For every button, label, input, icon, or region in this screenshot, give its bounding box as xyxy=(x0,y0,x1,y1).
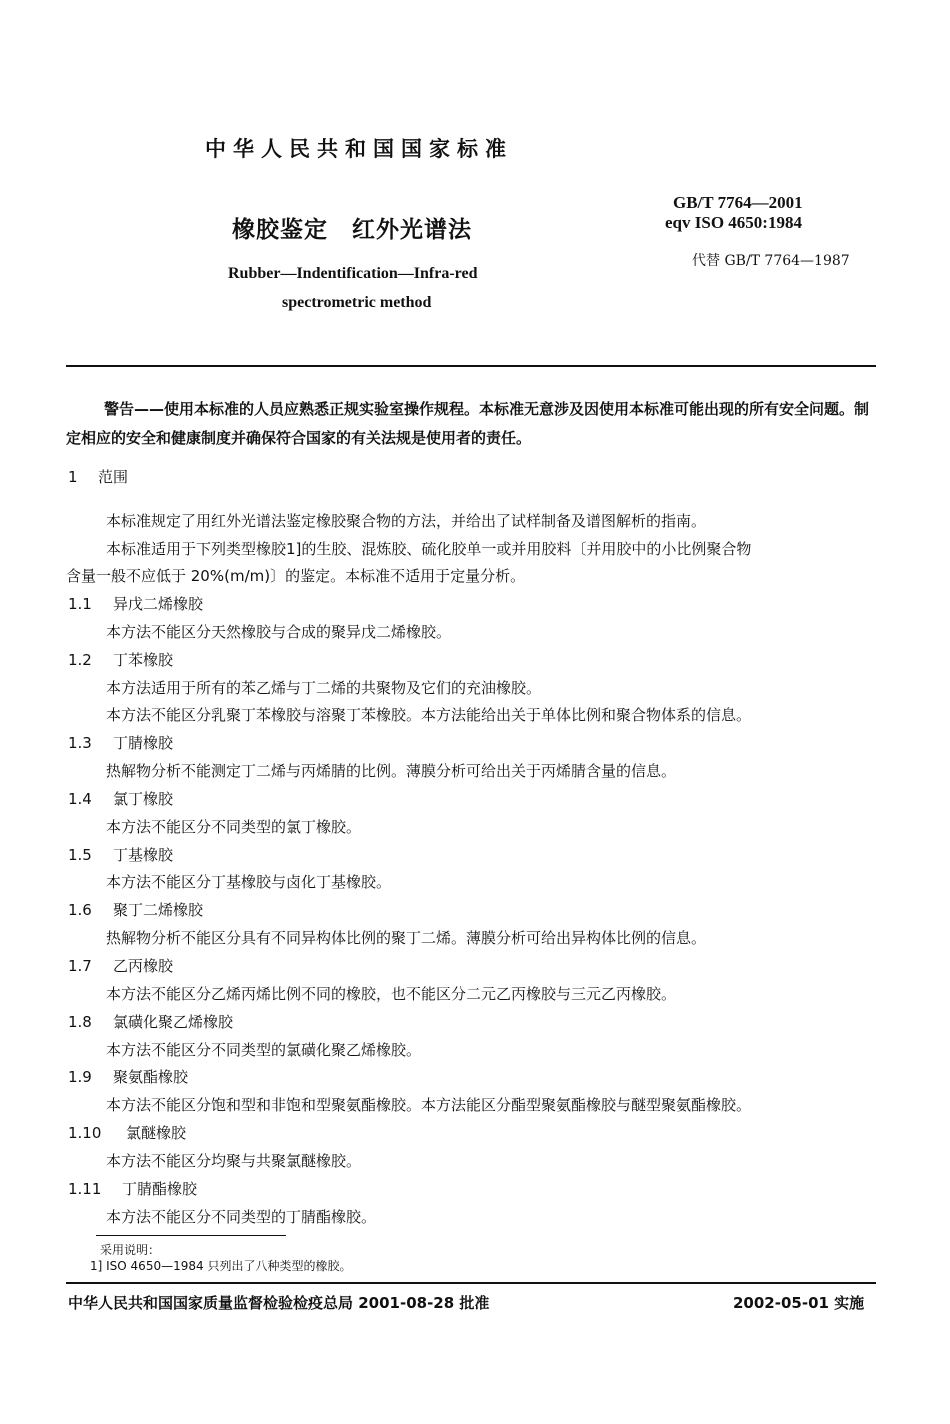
document-title-cn: 橡胶鉴定 红外光谱法 xyxy=(232,217,472,243)
approval-line: 中华人民共和国国家质量监督检验检疫总局 2001-08-28 批准 xyxy=(68,1294,490,1312)
section-text: 本方法不能区分乳聚丁苯橡胶与溶聚丁苯橡胶。本方法能给出关于单体比例和聚合物体系的信息。 xyxy=(106,706,752,724)
footer-divider xyxy=(66,1282,876,1284)
section-text: 本方法不能区分饱和型和非饱和型聚氨酯橡胶。本方法能区分酯型聚氨酯橡胶与醚型聚氨酯橡胶。 xyxy=(106,1096,752,1114)
scope-number: 1 xyxy=(68,468,78,486)
note-label: 采用说明： xyxy=(100,1243,161,1257)
standard-code: GB/T 7764—2001 xyxy=(673,193,803,212)
section-text: 本方法不能区分不同类型的氯丁橡胶。 xyxy=(106,818,362,836)
document-title-en-line1: Rubber—Indentification—Infra-red xyxy=(228,265,478,282)
section-heading: 1.10 氯醚橡胶 xyxy=(68,1124,187,1142)
section-heading: 1.7 乙丙橡胶 xyxy=(68,957,174,975)
section-text: 本方法不能区分天然橡胶与合成的聚异戊二烯橡胶。 xyxy=(106,623,452,641)
section-heading: 1.2 丁苯橡胶 xyxy=(68,651,174,669)
section-text: 热解物分析不能测定丁二烯与丙烯腈的比例。薄膜分析可给出关于丙烯腈含量的信息。 xyxy=(106,762,677,780)
section-text: 本方法不能区分不同类型的丁腈酯橡胶。 xyxy=(106,1208,377,1226)
section-text: 热解物分析不能区分具有不同异构体比例的聚丁二烯。薄膜分析可给出异构体比例的信息。 xyxy=(106,929,707,947)
section-heading: 1.4 氯丁橡胶 xyxy=(68,790,174,808)
section-text: 本方法不能区分丁基橡胶与卤化丁基橡胶。 xyxy=(106,873,392,891)
section-heading: 1.5 丁基橡胶 xyxy=(68,846,174,864)
effective-date: 2002-05-01 实施 xyxy=(733,1294,865,1312)
warning-paragraph: 警告——使用本标准的人员应熟悉正规实验室操作规程。本标准无意涉及因使用本标准可能出现的所有安全问题。制定相应的安全和健康制度并确保符合国家的有关法规是使用者的责任。 xyxy=(66,400,870,447)
section-text: 本方法不能区分不同类型的氯磺化聚乙烯橡胶。 xyxy=(106,1041,422,1059)
scope-paragraph-1: 本标准规定了用红外光谱法鉴定橡胶聚合物的方法，并给出了试样制备及谱图解析的指南。 xyxy=(106,512,707,530)
scope-heading xyxy=(68,466,128,487)
scope-paragraph-2-line-1: 本标准适用于下列类型橡胶1]的生胶、混炼胶、硫化胶单一或并用胶料〔并用胶中的小比例聚合物 xyxy=(106,540,752,558)
section-text: 本方法不能区分均聚与共聚氯醚橡胶。 xyxy=(106,1152,362,1170)
section-heading: 1.1 异戊二烯橡胶 xyxy=(68,595,204,613)
section-text: 本方法适用于所有的苯乙烯与丁二烯的共聚物及它们的充油橡胶。 xyxy=(106,679,542,697)
note-divider xyxy=(96,1235,286,1236)
section-heading: 1.6 聚丁二烯橡胶 xyxy=(68,901,204,919)
national-standard-title: 中华人民共和国国家标准 xyxy=(205,137,513,161)
note-text: 1] ISO 4650—1984 只列出了八种类型的橡胶。 xyxy=(90,1259,352,1273)
scope-title: 范围 xyxy=(98,468,129,486)
standard-equivalent: eqv ISO 4650:1984 xyxy=(665,213,802,232)
section-heading: 1.9 聚氨酯橡胶 xyxy=(68,1068,189,1086)
section-heading: 1.11 丁腈酯橡胶 xyxy=(68,1180,198,1198)
section-text: 本方法不能区分乙烯丙烯比例不同的橡胶，也不能区分二元乙丙橡胶与三元乙丙橡胶。 xyxy=(106,985,677,1003)
section-heading: 1.8 氯磺化聚乙烯橡胶 xyxy=(68,1013,234,1031)
replaces-standard: 代替 GB/T 7764—1987 xyxy=(692,253,850,269)
document-title-en-line2: spectrometric method xyxy=(282,294,432,311)
section-heading: 1.3 丁腈橡胶 xyxy=(68,734,174,752)
header-divider xyxy=(66,365,876,367)
scope-paragraph-2-line-2: 含量一般不应低于 20%(m/m)〕的鉴定。本标准不适用于定量分析。 xyxy=(66,567,526,585)
